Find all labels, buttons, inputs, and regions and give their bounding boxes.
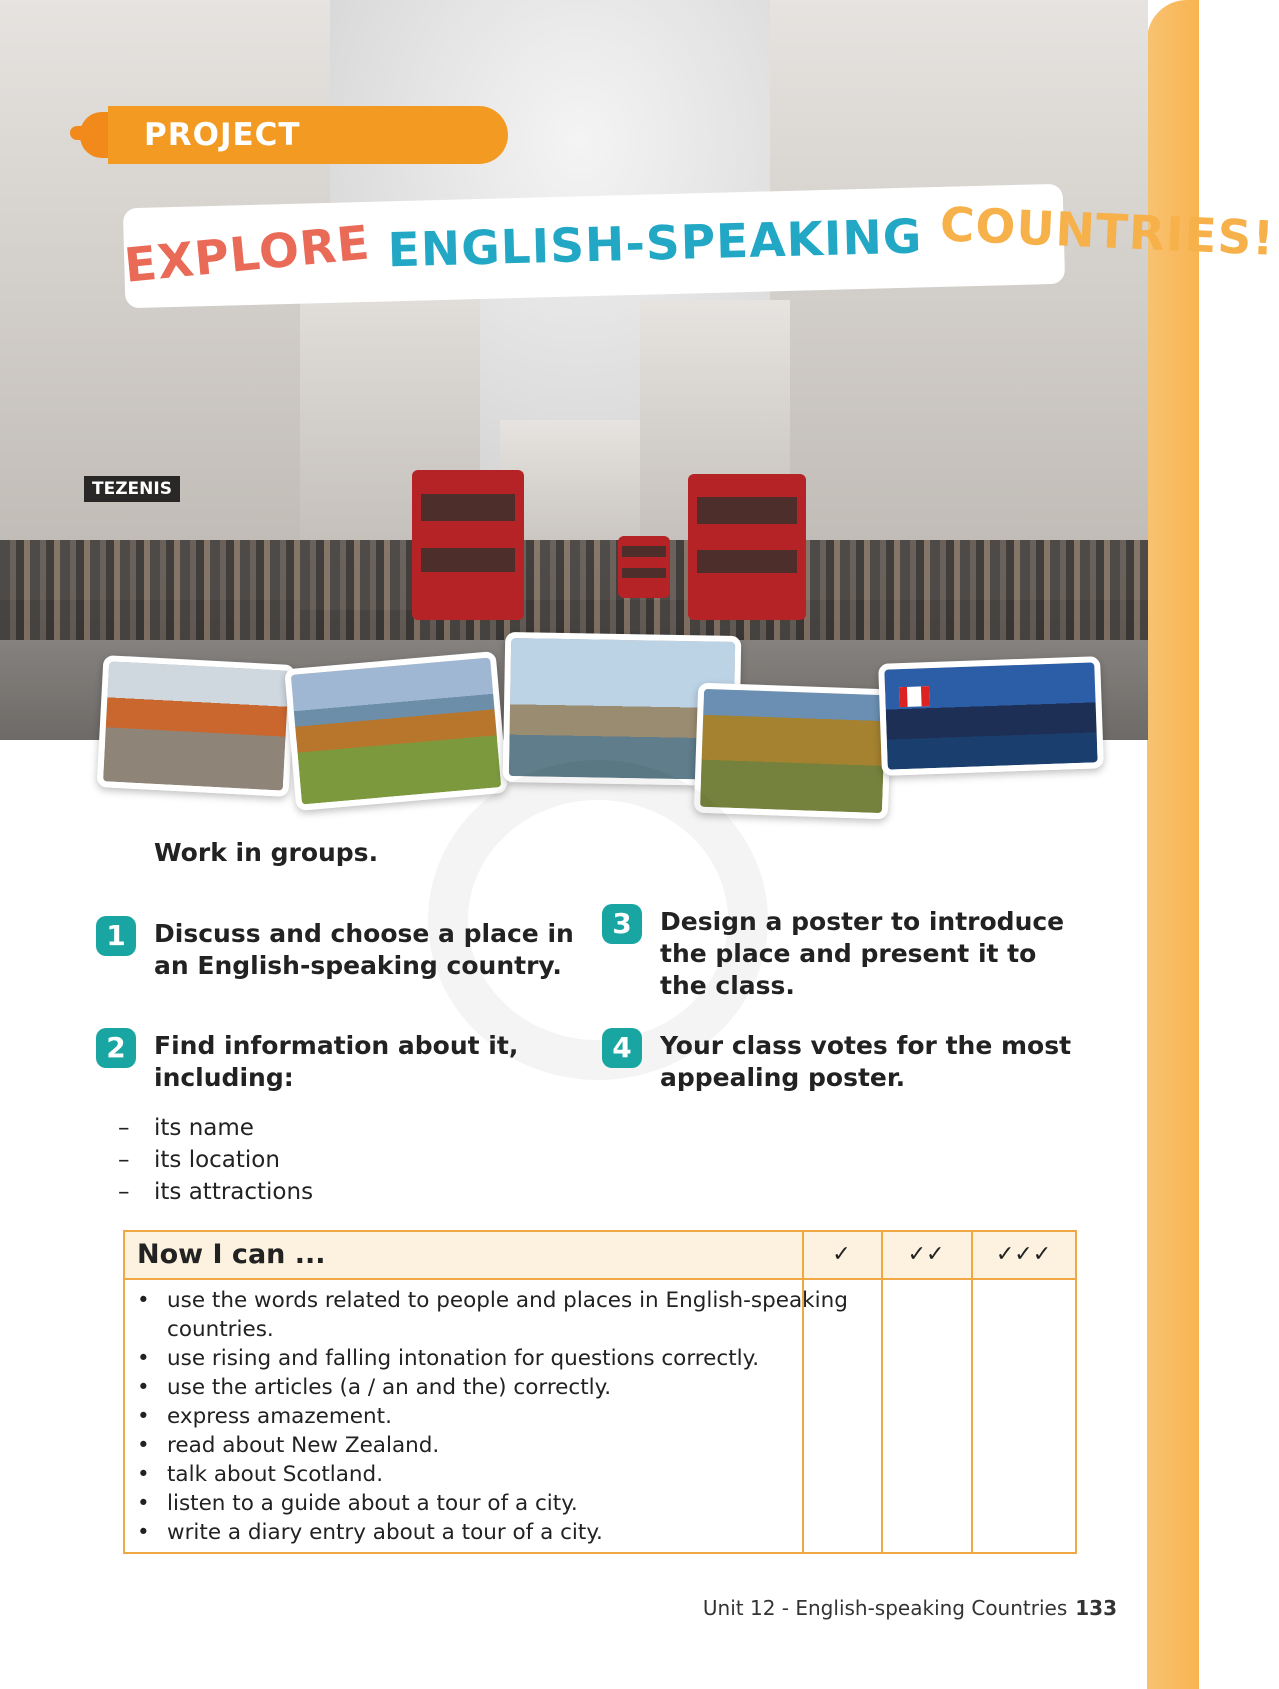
table-row: • talk about Scotland. xyxy=(137,1462,384,1487)
three-tick-column: ✓✓✓ xyxy=(995,1242,1052,1267)
step-text: Your class votes for the most appealing poster. xyxy=(660,1031,1072,1092)
title-explore: EXPLORE xyxy=(122,215,373,294)
step-1 xyxy=(96,918,576,982)
page-footer xyxy=(703,1596,1117,1620)
red-bus-right xyxy=(688,474,806,620)
can-do-item: express amazement. xyxy=(167,1404,392,1429)
table-row: • use the words related to people and places in English-speaking countries. xyxy=(137,1286,917,1344)
info-list xyxy=(118,1112,313,1208)
page-number: 133 xyxy=(1075,1596,1117,1620)
red-bus-left xyxy=(412,470,524,620)
table-row: • use the articles (a / an and the) correctly. xyxy=(137,1375,612,1400)
table-row: • use rising and falling intonation for questions correctly. xyxy=(137,1346,760,1371)
intro-text: Work in groups. xyxy=(154,838,379,867)
list-item xyxy=(118,1144,313,1176)
now-i-can-table xyxy=(123,1230,1077,1554)
title-countries: COUNTRIES! xyxy=(938,197,1276,267)
can-do-item: talk about Scotland. xyxy=(167,1462,384,1487)
photo-city-skyline xyxy=(878,656,1104,776)
step-4 xyxy=(602,1030,1072,1094)
step-2 xyxy=(96,1030,576,1094)
table-title: Now I can ... xyxy=(137,1239,326,1270)
crowd xyxy=(0,540,1148,640)
dash: – xyxy=(118,1115,130,1141)
list-item-text: its attractions xyxy=(154,1179,314,1205)
two-tick-column: ✓✓ xyxy=(907,1242,945,1267)
table-header xyxy=(125,1232,1075,1280)
step-number: 1 xyxy=(96,916,136,956)
can-do-item: use the words related to people and places in English-speaking countries. xyxy=(167,1288,848,1342)
list-item-text: its location xyxy=(154,1147,280,1173)
step-3 xyxy=(602,906,1072,1002)
right-building xyxy=(770,0,1148,600)
can-do-list xyxy=(137,1286,917,1547)
step-number: 4 xyxy=(602,1028,642,1068)
can-do-item: write a diary entry about a tour of a city. xyxy=(167,1520,603,1545)
shop-sign: TEZENIS xyxy=(84,476,180,502)
project-label: PROJECT xyxy=(108,106,508,164)
step-number: 3 xyxy=(602,904,642,944)
step-number: 2 xyxy=(96,1028,136,1068)
table-row: • read about New Zealand. xyxy=(137,1433,440,1458)
title-english-speaking: ENGLISH-SPEAKING xyxy=(387,209,924,279)
canada-flag-icon xyxy=(899,686,930,707)
dash: – xyxy=(118,1147,130,1173)
photo-autumn-street xyxy=(97,655,296,797)
photo-hills xyxy=(694,683,892,820)
can-do-item: use rising and falling intonation for questions correctly. xyxy=(167,1346,760,1371)
red-bus-far xyxy=(618,536,670,598)
list-item-text: its name xyxy=(154,1115,254,1141)
list-item xyxy=(118,1112,313,1144)
table-row: • express amazement. xyxy=(137,1404,392,1429)
photo-countryside xyxy=(284,651,508,811)
can-do-item: use the articles (a / an and the) correctly. xyxy=(167,1375,612,1400)
step-text: Find information about it, including: xyxy=(154,1031,519,1092)
unit-label: Unit 12 - English-speaking Countries xyxy=(702,1596,1068,1620)
dash: – xyxy=(118,1179,130,1205)
step-text: Design a poster to introduce the place and present it to the class. xyxy=(660,907,1065,1000)
column-divider xyxy=(971,1232,973,1552)
can-do-item: read about New Zealand. xyxy=(167,1433,440,1458)
can-do-item: listen to a guide about a tour of a city. xyxy=(167,1491,578,1516)
one-tick-column: ✓ xyxy=(832,1242,851,1267)
step-text: Discuss and choose a place in an English-speaking country. xyxy=(154,919,574,980)
list-item xyxy=(118,1176,313,1208)
table-row: • write a diary entry about a tour of a city. xyxy=(137,1520,603,1545)
table-row: • listen to a guide about a tour of a city. xyxy=(137,1491,578,1516)
